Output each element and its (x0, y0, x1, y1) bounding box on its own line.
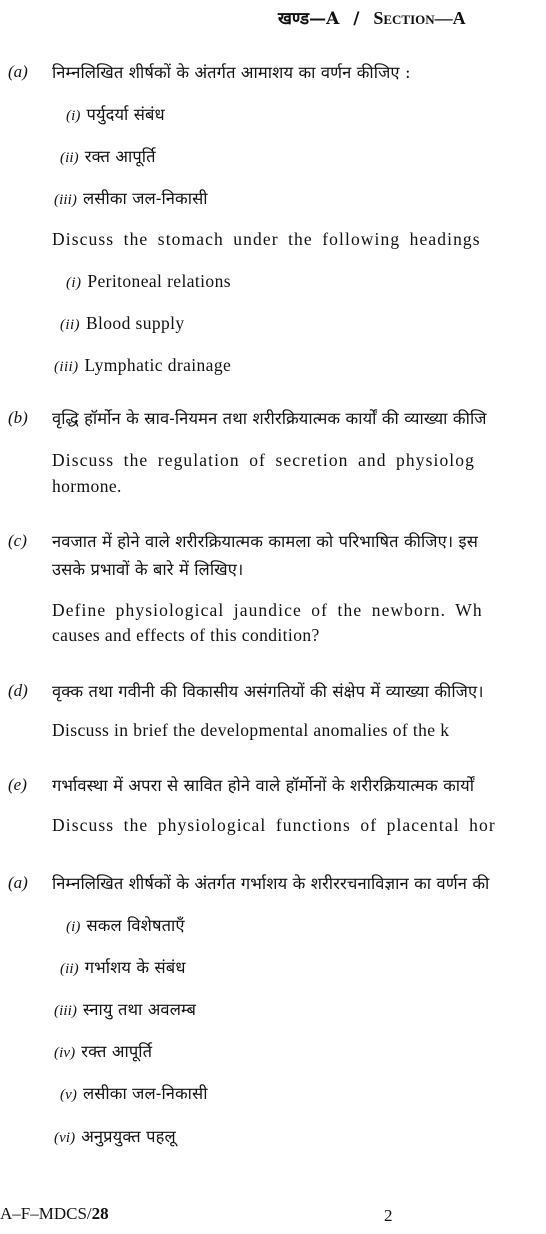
q1a-hindi-item-3 (54, 186, 208, 209)
q1b-hindi: वृद्धि हॉर्मोन के स्राव-नियमन तथा शरीरक्रियात्मक कार्यों की व्याख्या कीजि (52, 409, 487, 428)
q1d-label: (d) (8, 681, 28, 700)
q1a-english-item-2 (60, 313, 185, 334)
q2a-item-6 (54, 1124, 176, 1147)
item-number: (vi) (54, 1130, 76, 1146)
q1b-english-line2: hormone. (52, 476, 122, 496)
q1c-hindi-line1: नवजात में होने वाले शरीरक्रियात्मक कामला को परिभाषित कीजिए। इस (52, 532, 479, 551)
item-number: (i) (66, 108, 81, 124)
footer-code-number: 28 (91, 1204, 109, 1223)
section-header-hindi: खण्ड—A (278, 9, 340, 29)
q1e-label: (e) (8, 775, 27, 794)
item-number: (ii) (60, 150, 79, 166)
item-number: (iv) (54, 1045, 76, 1061)
q2a-item-5 (60, 1081, 208, 1104)
item-text: रक्त आपूर्ति (81, 1042, 153, 1061)
item-text: लसीका जल-निकासी (83, 189, 208, 208)
q1a-english-item-3 (54, 355, 231, 376)
q2a-item-4 (54, 1039, 152, 1062)
item-text: गर्भाशय के संबंध (84, 958, 186, 977)
q1c-hindi-line2: उसके प्रभावों के बारे में लिखिए। (52, 560, 244, 579)
q2a-item-3 (54, 997, 196, 1020)
section-header-separator: / (353, 9, 360, 29)
item-number: (ii) (60, 961, 79, 977)
item-number: (i) (66, 275, 82, 291)
q1e-english: Discuss the physiological functions of placental hor (52, 815, 496, 835)
item-number: (iii) (54, 192, 77, 208)
section-header-english: Section—A (373, 8, 466, 28)
item-text: रक्त आपूर्ति (84, 147, 156, 166)
footer-code-prefix: A–F–MDCS/ (0, 1204, 92, 1223)
q1a-hindi: निम्नलिखित शीर्षकों के अंतर्गत आमाशय का वर्णन कीजिए : (52, 63, 411, 82)
item-number: (iii) (54, 359, 79, 375)
q1a-hindi-item-1 (66, 102, 165, 125)
section-header (278, 6, 466, 29)
q1a-english: Discuss the stomach under the following headings (52, 229, 481, 249)
q2a-item-1 (66, 913, 185, 936)
item-text: Peritoneal relations (87, 271, 231, 291)
q1b-english-line1: Discuss the regulation of secretion and physiolog (52, 450, 475, 470)
footer-code (0, 1204, 109, 1224)
q1a-hindi-item-2 (60, 144, 156, 167)
q2a-label: (a) (8, 873, 28, 892)
q1c-label: (c) (8, 531, 27, 550)
q2a-hindi: निम्नलिखित शीर्षकों के अंतर्गत गर्भाशय के शरीररचनाविज्ञान का वर्णन की (52, 874, 490, 893)
item-number: (ii) (60, 317, 80, 333)
q1c-english-line1: Define physiological jaundice of the newborn. Wh (52, 600, 483, 620)
item-text: Lymphatic drainage (84, 355, 232, 375)
item-text: लसीका जल-निकासी (82, 1084, 208, 1103)
item-text: पर्युदर्या संबंध (86, 105, 165, 124)
q1a-label: (a) (8, 62, 28, 81)
item-number: (v) (60, 1087, 77, 1103)
page-number: 2 (384, 1206, 393, 1225)
q1a-english-item-1 (66, 271, 231, 292)
item-text: अनुप्रयुक्त पहलू (81, 1127, 176, 1146)
q1b-label: (b) (8, 408, 28, 427)
q2a-item-2 (60, 955, 186, 978)
item-number: (i) (66, 919, 81, 935)
q1d-hindi: वृक्क तथा गवीनी की विकासीय असंगतियों की संक्षेप में व्याख्या कीजिए। (52, 682, 484, 701)
q1d-english: Discuss in brief the developmental anomalies of the k (52, 720, 450, 740)
item-text: स्नायु तथा अवलम्ब (83, 1000, 196, 1019)
item-text: सकल विशेषताएँ (86, 916, 185, 935)
q1e-hindi: गर्भावस्था में अपरा से स्रावित होने वाले हॉर्मोनों के शरीरक्रियात्मक कार्यों (52, 776, 475, 795)
item-number: (iii) (54, 1003, 77, 1019)
q1c-english-line2: causes and effects of this condition? (52, 625, 320, 645)
item-text: Blood supply (85, 313, 185, 333)
